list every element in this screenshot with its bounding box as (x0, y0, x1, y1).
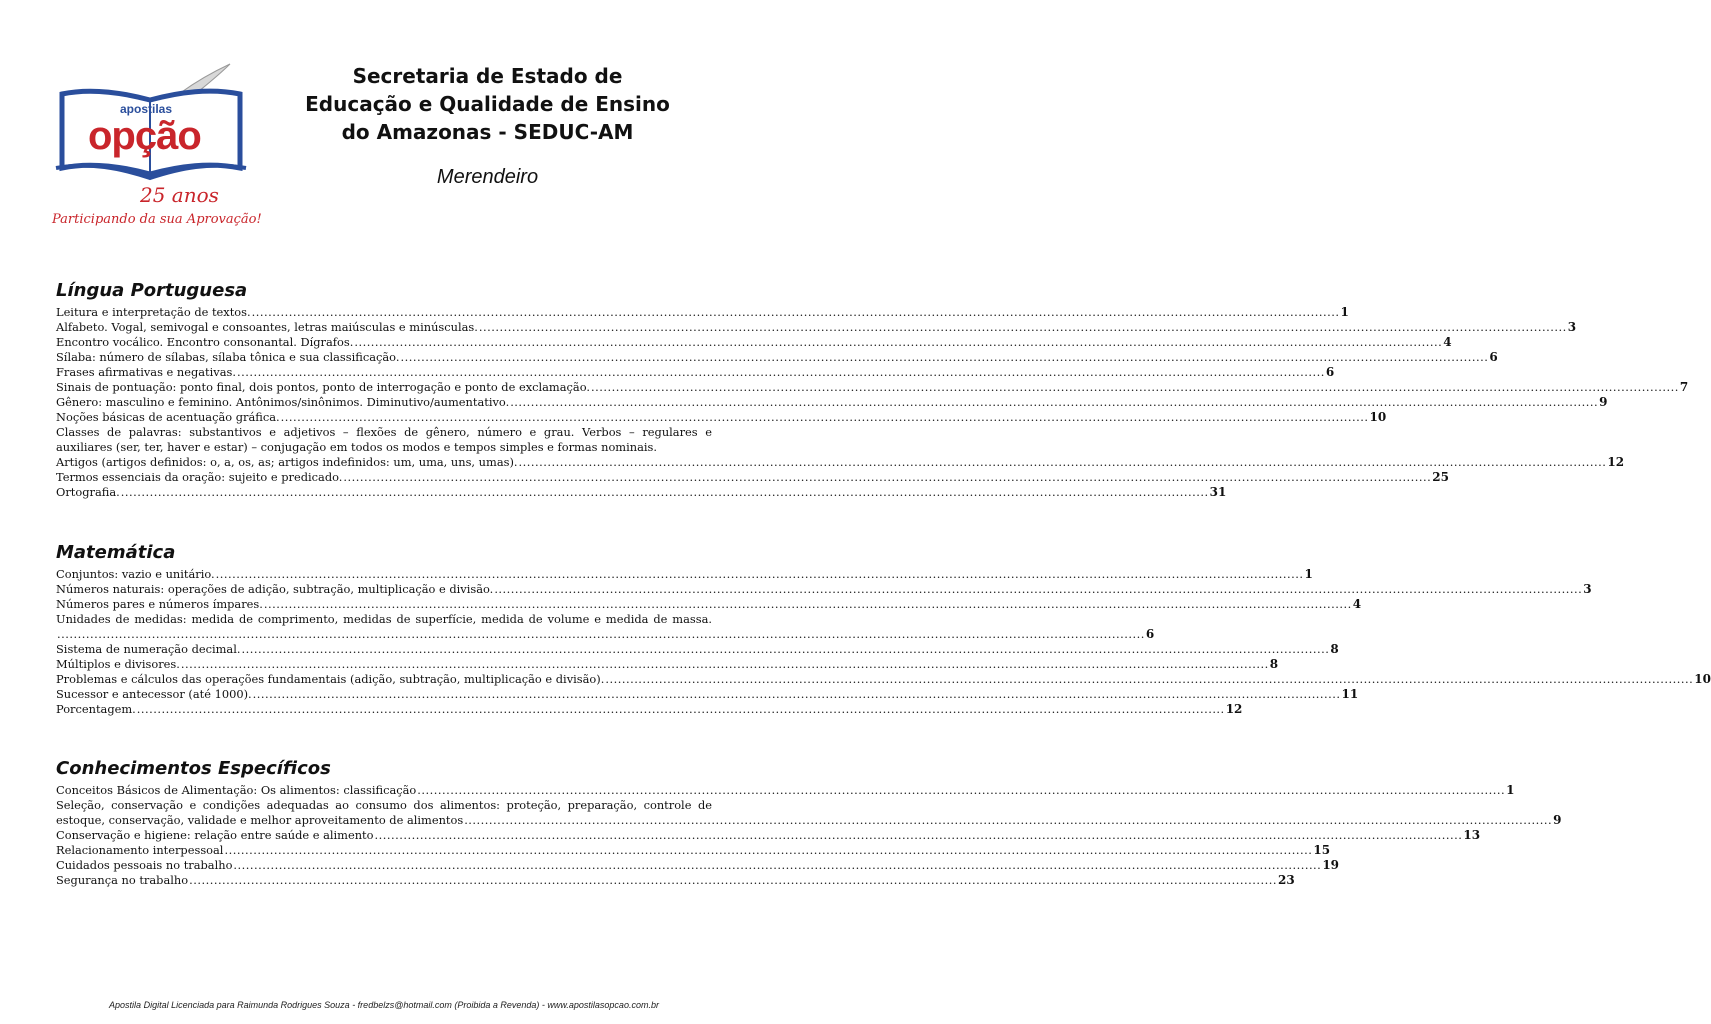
toc-page-number: 1 (1340, 305, 1349, 319)
toc-entry-text: Segurança no trabalho (56, 873, 189, 887)
toc-entry (56, 858, 1340, 873)
toc-entry-text: Porcentagem. (56, 702, 136, 716)
toc-entry (56, 410, 1387, 425)
toc-entry-text-line1: Classes de palavras: substantivos e adjetivos – flexões de gênero, número e grau. Verbos – regulares e (56, 425, 712, 439)
toc-page-number: 3 (1567, 320, 1577, 334)
section-title: Conhecimentos Específicos (56, 758, 331, 779)
title-line-2: Educação e Qualidade de Ensino (305, 92, 670, 116)
toc-leader-dots (510, 395, 1598, 410)
toc-entry (56, 783, 1515, 798)
document-title-block (270, 62, 705, 189)
toc-entry-text: Sílaba: número de sílabas, sílaba tônica e sua classificação. (56, 350, 400, 364)
toc-entry (56, 470, 1449, 485)
toc-leader-dots (343, 470, 1431, 485)
toc-entry (56, 455, 1625, 470)
toc-entry (56, 813, 1562, 828)
toc-entry (56, 873, 1295, 888)
toc-page-number: 9 (1553, 813, 1562, 827)
toc-entry (56, 843, 1331, 858)
toc-page-number: 12 (1607, 455, 1625, 469)
toc-entry-text: Números pares e números ímpares. (56, 597, 263, 611)
toc-entry-text: Ortografia. (56, 485, 120, 499)
toc-entry-text: Conservação e higiene: relação entre saúde e alimento (56, 828, 374, 842)
toc-leader-dots (121, 485, 1209, 500)
toc-page-number: 11 (1341, 687, 1359, 701)
logo-years-text: 25 anos (140, 183, 219, 207)
toc-entry (56, 350, 1498, 365)
toc-leader-dots (374, 828, 1462, 843)
toc-entry-text: Encontro vocálico. Encontro consonantal. Dígrafos. (56, 335, 354, 349)
toc-page-number: 19 (1322, 858, 1340, 872)
toc-leader-dots (233, 858, 1321, 873)
toc-page-number: 1 (1304, 567, 1313, 581)
toc-page-number: 8 (1269, 657, 1279, 671)
toc-entry (56, 642, 1339, 657)
toc-page-number: 12 (1225, 702, 1243, 716)
toc-page-number: 15 (1313, 843, 1331, 857)
toc-entry (56, 702, 1243, 717)
toc-entry (56, 627, 1155, 642)
toc-leader-dots (189, 873, 1277, 888)
toc-leader-dots (591, 380, 1679, 395)
toc-leader-dots (605, 672, 1693, 687)
toc-leader-dots (354, 335, 1442, 350)
logo-apostilas-text: apostilas (120, 102, 173, 116)
toc-page-number: 25 (1432, 470, 1449, 484)
toc-leader-dots (494, 582, 1582, 597)
apostilas-opcao-logo (50, 58, 260, 238)
toc-leader-dots (181, 657, 1269, 672)
toc-entry (56, 335, 1452, 350)
toc-entry-text: Gênero: masculino e feminino. Antônimos/sinônimos. Diminutivo/aumentativo. (56, 395, 510, 409)
toc-leader-dots (479, 320, 1567, 335)
toc-page-number: 4 (1443, 335, 1452, 349)
toc-page-number: 7 (1679, 380, 1689, 394)
toc-entry (56, 582, 1592, 597)
toc-entry-text: Sucessor e antecessor (até 1000). (56, 687, 252, 701)
title-line-3: do Amazonas - SEDUC-AM (341, 120, 634, 144)
toc-entry-text: Termos essenciais da oração: sujeito e predicado. (56, 470, 343, 484)
toc-entry-text: Múltiplos e divisores. (56, 657, 180, 671)
toc-page-number: 3 (1583, 582, 1592, 596)
toc-entry-text: Alfabeto. Vogal, semivogal e consoantes, letras maiúsculas e minúsculas. (56, 320, 478, 334)
toc-leader-dots (216, 567, 1304, 582)
toc-entry-text: Conceitos Básicos de Alimentação: Os alimentos: classificação (56, 783, 417, 797)
toc-leader-dots (417, 783, 1505, 798)
toc-page-number: 1 (1506, 783, 1515, 797)
toc-page-number: 4 (1352, 597, 1362, 611)
toc-entry-text: Noções básicas de acentuação gráfica. (56, 410, 280, 424)
toc-leader-dots (264, 597, 1352, 612)
toc-entry (56, 672, 1711, 687)
toc-entry-text: Frases afirmativas e negativas. (56, 365, 236, 379)
toc-page-number: 6 (1325, 365, 1335, 379)
toc-entry-text-line1: Seleção, conservação e condições adequadas ao consumo dos alimentos: proteção, preparação, controle de (56, 798, 712, 812)
toc-leader-dots (242, 642, 1330, 657)
toc-page-number: 23 (1277, 873, 1295, 887)
toc-entry (56, 380, 1689, 395)
logo-brand-text: opção (88, 114, 201, 158)
toc-entry-text: Artigos (artigos definidos: o, a, os, as; artigos indefinidos: um, uma, uns, umas). (56, 455, 518, 469)
toc-leader-dots (224, 843, 1312, 858)
toc-leader-dots (281, 410, 1369, 425)
toc-leader-dots (464, 813, 1552, 828)
toc-entry-text: Cuidados pessoais no trabalho (56, 858, 233, 872)
toc-page-number: 6 (1145, 627, 1155, 641)
toc-leader-dots (400, 350, 1488, 365)
toc-entry-text: Problemas e cálculos das operações fundamentais (adição, subtração, multiplicação e divisão). (56, 672, 605, 686)
toc-entry-text: Sinais de pontuação: ponto final, dois pontos, ponto de interrogação e ponto de exclamação. (56, 380, 590, 394)
toc-page-number: 9 (1599, 395, 1608, 409)
toc-entry (56, 597, 1362, 612)
toc-entry-text: Conjuntos: vazio e unitário. (56, 567, 215, 581)
toc-entry (56, 395, 1608, 410)
toc-entry-text: Sistema de numeração decimal. (56, 642, 241, 656)
section-lingua-portuguesa (56, 280, 1689, 500)
toc-entry-text-line1: Unidades de medidas: medida de comprimento, medidas de superfície, medida de volume e medida de massa. (56, 612, 712, 626)
toc-page-number: 13 (1463, 828, 1481, 842)
title-line-1: Secretaria de Estado de (352, 64, 623, 88)
section-title: Língua Portuguesa (56, 280, 248, 301)
toc-entry (56, 365, 1335, 380)
section-matematica (56, 542, 1711, 717)
toc-page-number: 31 (1209, 485, 1227, 499)
toc-leader-dots (237, 365, 1325, 380)
toc-page-number: 6 (1489, 350, 1498, 364)
toc-entry (56, 440, 712, 455)
toc-entry-text: auxiliares (ser, ter, haver e estar) – conjugação em todos os modos e tempos simples e formas nominais. (56, 440, 657, 454)
toc-entry (56, 828, 1481, 843)
toc-entry (56, 320, 1577, 335)
toc-entry-text: estoque, conservação, validade e melhor aproveitamento de alimentos (56, 813, 464, 827)
toc-entry-text: Relacionamento interpessoal (56, 843, 224, 857)
section-title: Matemática (56, 542, 176, 563)
toc-leader-dots (519, 455, 1607, 470)
toc-entry (56, 485, 1227, 500)
document-subtitle: Merendeiro (436, 166, 539, 188)
toc-entry-text: Leitura e interpretação de textos. (56, 305, 251, 319)
toc-leader-dots (137, 702, 1225, 717)
toc-entry (56, 567, 1313, 582)
toc-entry (56, 687, 1359, 702)
toc-entry (56, 657, 1279, 672)
logo-tagline: Participando da sua Aprovação! (52, 212, 262, 227)
toc-page-number: 10 (1694, 672, 1711, 686)
toc-entry-text: Números naturais: operações de adição, subtração, multiplicação e divisão. (56, 582, 494, 596)
toc-page-number: 10 (1369, 410, 1387, 424)
toc-leader-dots (253, 687, 1341, 702)
page-footer: Apostila Digital Licenciada para Raimunda Rodrigues Souza - fredbelzs@hotmail.com (Proibida a Revenda) - www.apostilasopcao.com.br (109, 1000, 659, 1010)
toc-leader-dots (252, 305, 1340, 320)
toc-page-number: 8 (1330, 642, 1339, 656)
section-conhecimentos-especificos (56, 758, 1562, 888)
toc-leader-dots (57, 627, 1145, 642)
toc-entry (56, 305, 1349, 320)
